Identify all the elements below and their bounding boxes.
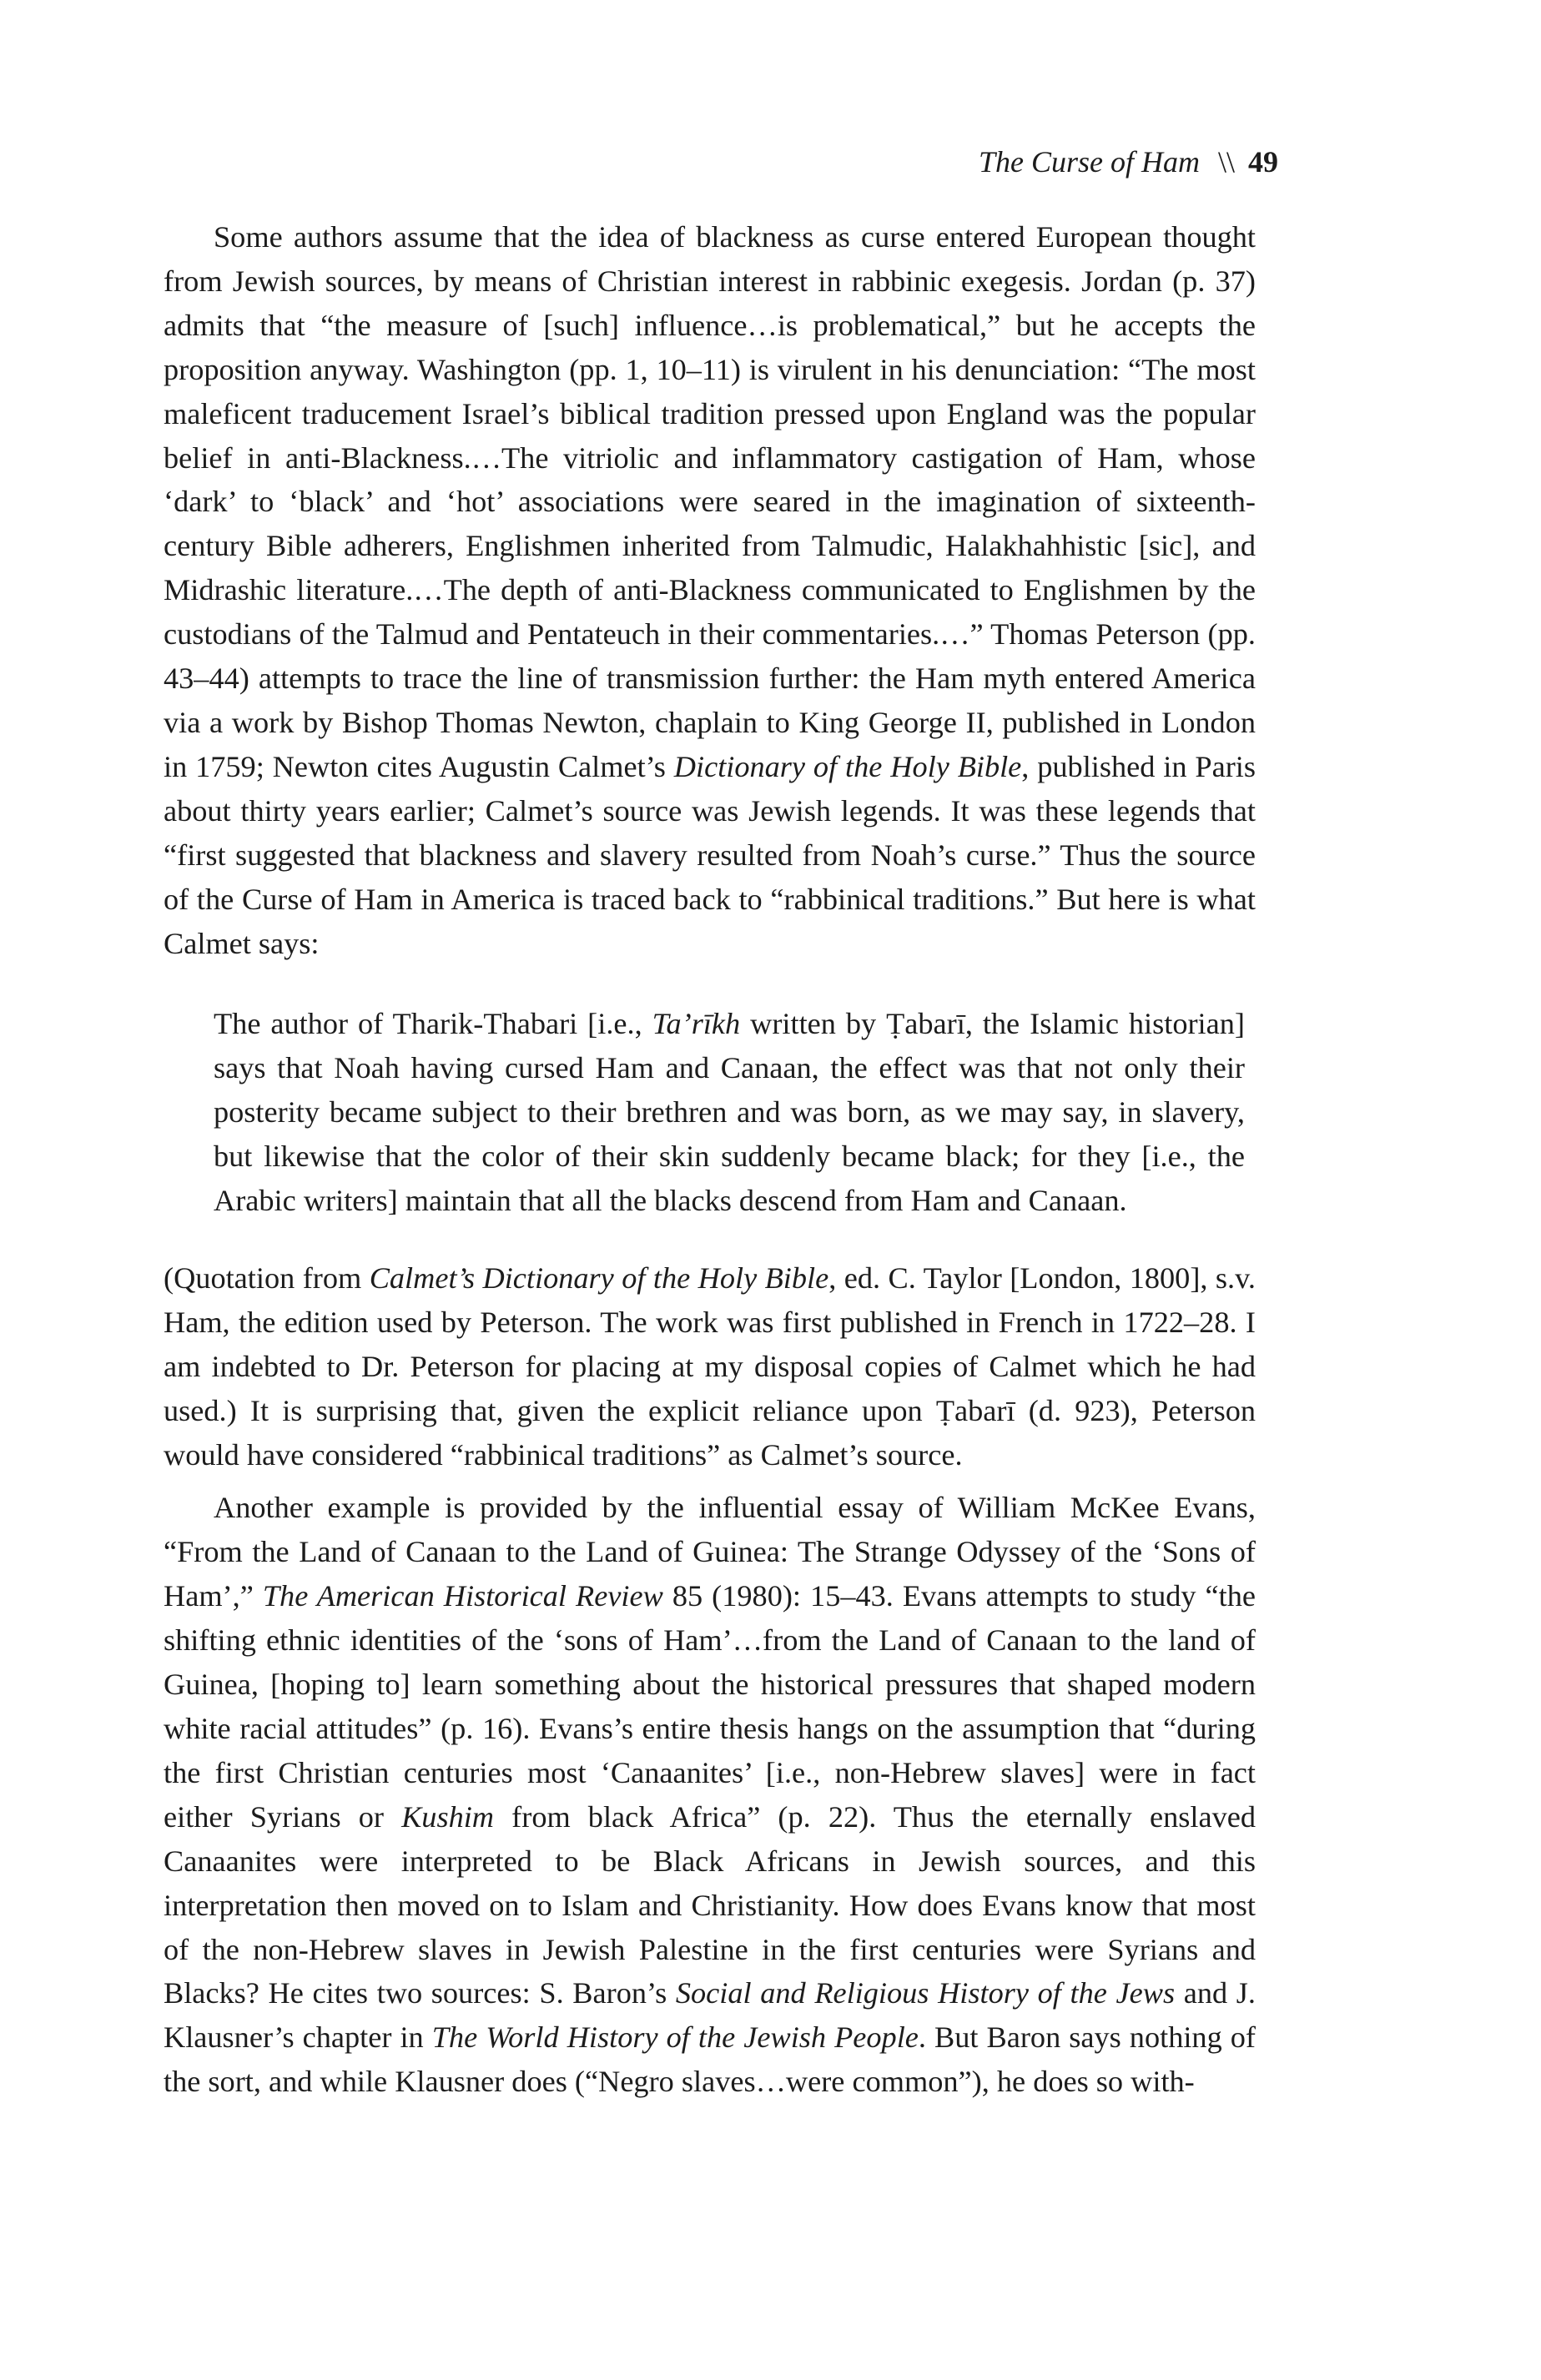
text-span: 85 (1980): 15–43. Evans attempts to study “the shifting ethnic identities of the ‘sons of Ham’…from the Land of Canaan to the land of Guinea, [hoping to] learn something about the historical pressures that shaped modern white racial attitudes” (p. 16). Evans’s entire thesis hangs on the assumption that “during the first Christian centuries most ‘Canaanites’ [i.e., non-Hebrew slaves] were in fact either Syrians or (164, 1579, 1256, 1834)
block-quote-calmet (214, 1002, 1245, 1223)
italic-term: Ta’rīkh (652, 1007, 741, 1041)
italic-title: Calmet’s Dictionary of the Holy Bible (369, 1260, 829, 1295)
paragraph-evans-essay (164, 1486, 1256, 2104)
paragraph-authors-assume (164, 215, 1256, 965)
italic-title: Dictionary of the Holy Bible (673, 749, 1022, 783)
text-span: written by Ṭabarī, the Islamic historian] says that Noah having cursed Ham and Canaan, the effect was that not only their posterity became subject to their brethren and was born, as we may say, in slavery, but likewise that the color of their skin suddenly became black; for they [i.e., the Arabic writers] maintain that all the blacks descend from Ham and Canaan. (214, 1007, 1245, 1218)
text-span: and J. Klausner’s chapter in (164, 1976, 1256, 2055)
body-text (164, 215, 1256, 2104)
italic-title: The American Historical Review (262, 1579, 663, 1613)
italic-term: Kushim (401, 1799, 495, 1834)
text-span: . But Baron says nothing of the sort, and while Klausner does (“Negro slaves…were common”), he does so with- (164, 2020, 1256, 2099)
header-separator: \\ (1217, 145, 1235, 179)
text-span: Some authors assume that the idea of blackness as curse entered European thought from Jewish sources, by means of Christian interest in rabbinic exegesis. Jordan (p. 37) admits that “the measure of [such] influence…is problematical,” but he accepts the proposition anyway. Washington (pp. 1, 10–11) is virulent in his denunciation: “The most maleficent traducement Israel’s biblical tradition pressed upon England was the popular belief in anti-Blackness.…The vitriolic and inflammatory castigation of Ham, whose ‘dark’ to ‘black’ and ‘hot’ associations were seared in the imagination of sixteenth-century Bible adherers, Englishmen inherited from Talmudic, Halakhahhistic [sic], and Midrashic literature.…The depth of anti-Blackness communicated to Englishmen by the custodians of the Talmud and Pentateuch in their commentaries.…” Thomas Peterson (pp. 43–44) attempts to trace the line of transmission further: the Ham myth entered America via a work by Bishop Thomas Newton, chaplain to King George II, published in London in 1759; Newton cites Augustin Calmet’s (164, 220, 1256, 783)
text-span: Another example is provided by the influential essay of William McKee Evans, “From the Land of Canaan to the Land of Guinea: The Strange Odyssey of the ‘Sons of Ham’,” (164, 1491, 1256, 1613)
italic-title: The World History of the Jewish People (431, 2020, 919, 2055)
italic-title: Social and Religious History of the Jews (675, 1976, 1176, 2010)
page-number: 49 (1248, 145, 1278, 179)
text-span: from black Africa” (p. 22). Thus the eternally enslaved Canaanites were interpreted to be Black Africans in Jewish sources, and this interpretation then moved on to Islam and Christianity. How does Evans know that most of the non-Hebrew slaves in Jewish Palestine in the first centuries were Syrians and Blacks? He cites two sources: S. Baron’s (164, 1799, 1256, 2010)
running-head (979, 143, 1278, 180)
paragraph-quotation-source (164, 1256, 1256, 1477)
text-span: The author of Tharik-Thabari [i.e., (214, 1007, 652, 1041)
text-span: , published in Paris about thirty years earlier; Calmet’s source was Jewish legends. It was these legends that “first suggested that blackness and slavery resulted from Noah’s curse.” Thus the source of the Curse of Ham in America is traced back to “rabbinical traditions.” But here is what Calmet says: (164, 749, 1256, 960)
text-span: (Quotation from (164, 1260, 370, 1295)
book-title: The Curse of Ham (978, 145, 1200, 179)
text-span: , ed. C. Taylor [London, 1800], s.v. Ham, the edition used by Peterson. The work was first published in French in 1722–28. I am indebted to Dr. Peterson for placing at my disposal copies of Calmet which he had used.) It is surprising that, given the explicit reliance upon Ṭabarī (d. 923), Peterson would have considered “rabbinical traditions” as Calmet’s source. (164, 1260, 1256, 1472)
